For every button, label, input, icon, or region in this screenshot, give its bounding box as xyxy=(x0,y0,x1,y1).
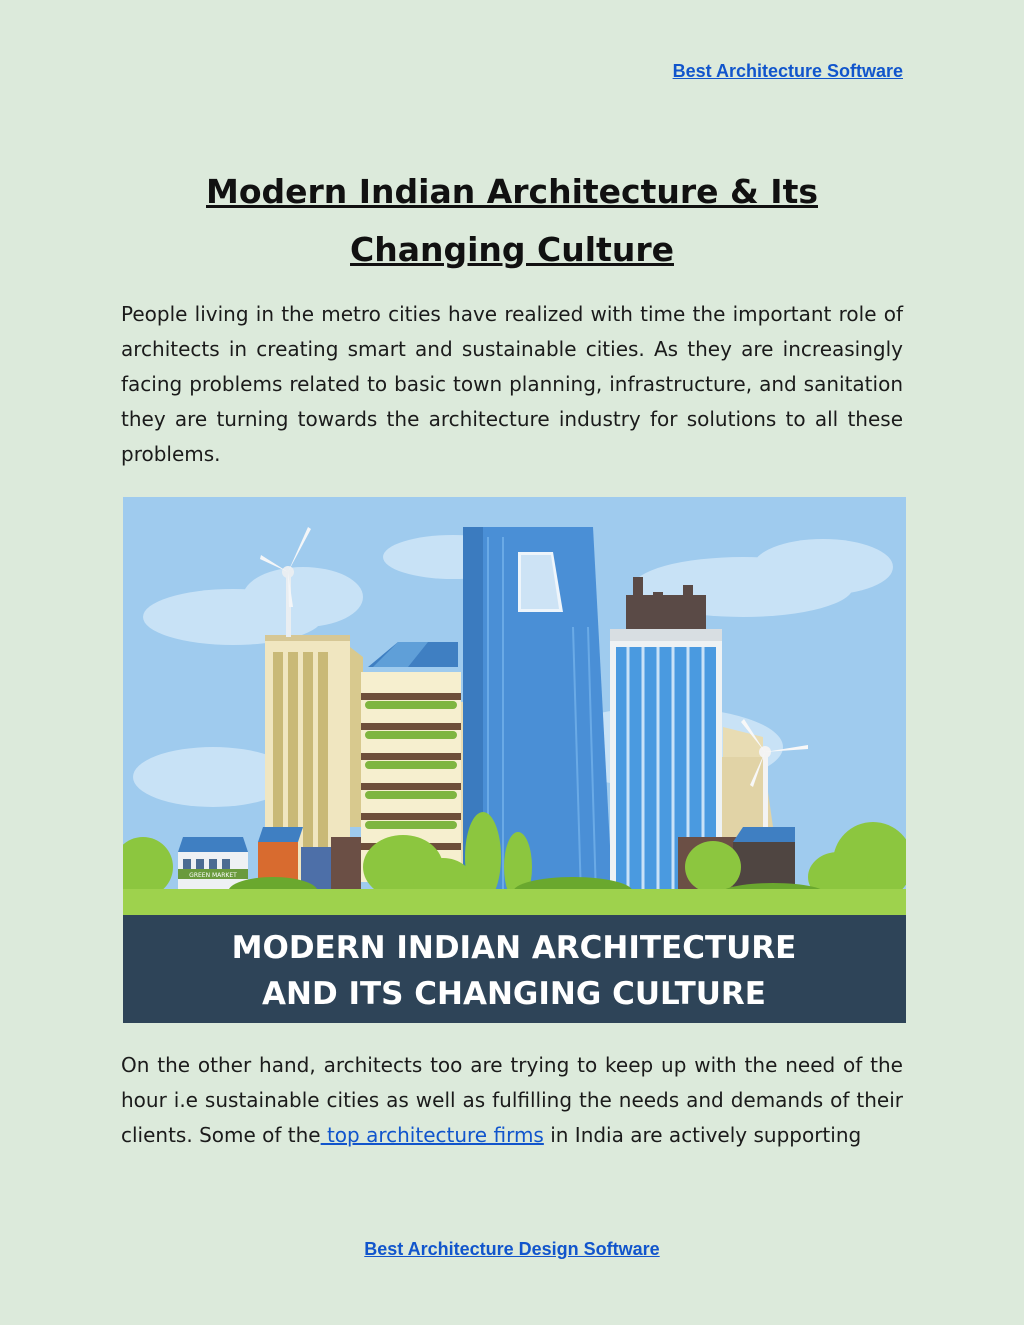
paragraph-2 xyxy=(121,1048,903,1155)
banner-line-1: MODERN INDIAN ARCHITECTURE xyxy=(231,930,797,966)
top-architecture-firms-link[interactable]: top architecture firms xyxy=(320,1123,544,1147)
hero-illustration xyxy=(123,497,906,1023)
shop-sign-text: GREEN MARKET xyxy=(189,872,237,879)
paragraph-1: People living in the metro cities have realized with time the important role of architects in creating smart and sustainable cities. As they are increasingly facing problems related to basic town planning, infrastructure, and sanitation they are turning towards the architecture industry for solutions to all these problems. xyxy=(121,302,903,466)
footer-link[interactable]: Best Architecture Design Software xyxy=(364,1239,660,1259)
article-title: Modern Indian Architecture & Its Changing Culture xyxy=(206,172,818,269)
header-link[interactable]: Best Architecture Software xyxy=(672,61,903,81)
paragraph-2-text: On the other hand, architects too are trying to keep up with the need of the hour i.e sustainable cities as well as fulfilling the needs and demands of their clients. Some of the xyxy=(121,1053,903,1147)
paragraph-2-tail: in India are actively supporting xyxy=(543,1123,862,1147)
banner-line-2: AND ITS CHANGING CULTURE xyxy=(262,976,766,1012)
